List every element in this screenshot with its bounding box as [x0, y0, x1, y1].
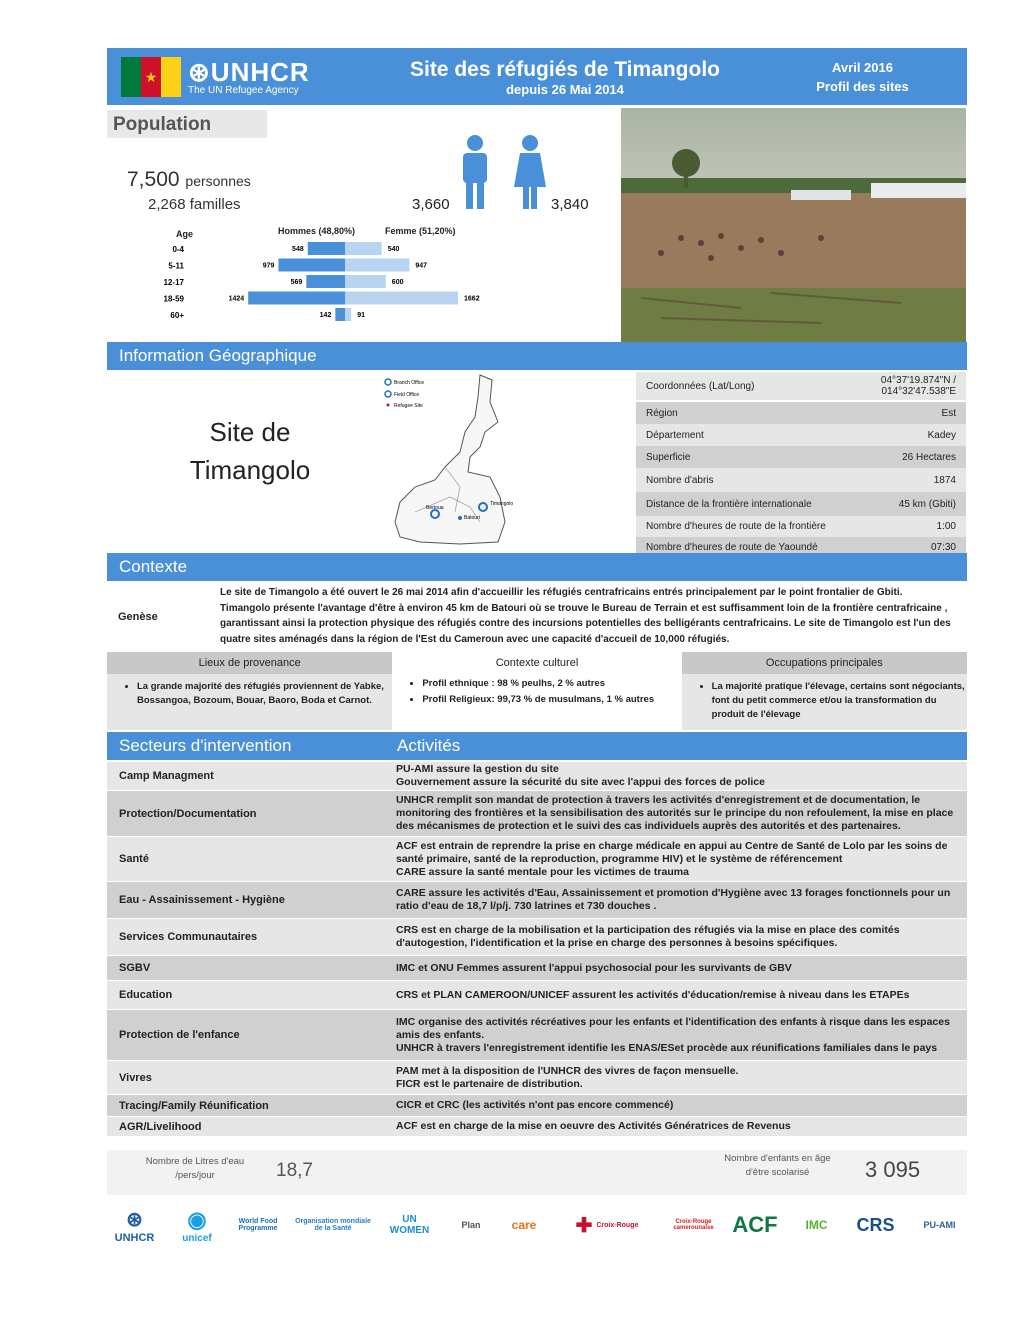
genese-text: Le site de Timangolo a été ouvert le 26 mai 2014 afin d'accueillir les réfugiés centrafricains entrés principalement par le point frontalier de Gbiti. Timangolo présente l'avantage d'être à environ 45 km de Batouri où se trouve le Bureau de Terrain et est suffisamment loin de la frontière centrafricaine , garantissant ainsi la protection physique des réfugiés contre des incursions potentielles des belligérants centrafricains. Le site de Timangolo est l'un des quatre sites aménagés dans la région de l'Est du Cameroun avec une capacité d'accueil de 10,000 réfugiés.: [220, 587, 951, 645]
pyramid-label-men: 979: [262, 262, 275, 270]
pyramid-label-men: 142: [319, 312, 332, 319]
table-row: [107, 837, 967, 881]
list-item: • Profil Religieux: 99,73 % de musulmans, 1 % autres: [422, 692, 679, 708]
wfp-logo: World Food Programme: [238, 1218, 278, 1232]
table-row: [107, 956, 967, 980]
pyramid-label-men: 569: [290, 279, 303, 286]
unicef-logo: ◉ unicef: [182, 1206, 212, 1244]
sector-name: AGR/Livelihood: [119, 1120, 202, 1133]
geo-section-header: Information Géographique: [107, 342, 967, 370]
unhcr-logo: ⊛UNHCR The UN Refugee Agency: [188, 57, 310, 96]
pyramid-label-men: 548: [292, 246, 304, 253]
pyramid-bar-men: [335, 308, 345, 321]
pyramid-age-tick: 12-17: [163, 278, 184, 287]
sector-name: Santé: [119, 853, 149, 865]
crs-logo: CRS: [856, 1214, 895, 1235]
legend-branch-office: Branch Office: [394, 380, 425, 386]
legend-refugee-site: Refugee Site: [394, 403, 423, 409]
pyramid-women-label: Femme (51,20%): [385, 226, 456, 236]
water-label: Nombre de Litres d'eau /pers/jour: [145, 1156, 245, 1181]
pyramid-bar-men: [306, 275, 345, 288]
table-row: [107, 791, 967, 836]
pyramid-label-men: 1424: [228, 295, 245, 303]
sector-name: Vivres: [119, 1071, 152, 1084]
pyramid-bar-women: [345, 242, 382, 255]
pyramid-label-women: 1662: [464, 295, 480, 303]
sector-name: Protection/Documentation: [119, 807, 257, 820]
genese-label: Genèse: [118, 611, 158, 623]
man-icon: [455, 133, 495, 213]
pyramid-bar-women: [345, 292, 458, 305]
provenance-column: Lieux de provenance • La grande majorité des réfugiés proviennent de Yabke, Bossangoa, Bozoum, Bouar, Baoro, Boda et Carnot.: [107, 652, 392, 730]
secteurs-table: [107, 762, 967, 1137]
occupations-column: Occupations principales • La majorité pratique l'élevage, certains sont négociants, font du petit commerce et/ou la transformation du produit de l'élevage: [682, 652, 967, 730]
culture-column: Contexte culturel • Profil ethnique : 98 % peulhs, 2 % autres • Profil Religieux: 99,73 % de musulmans, 1 % autres: [394, 652, 679, 730]
sector-name: SGBV: [119, 962, 151, 974]
pyramid-age-label: Age: [176, 229, 194, 239]
unhcr-emblem-icon: ⊛: [188, 57, 211, 87]
pyramid-age-tick: 18-59: [163, 294, 184, 304]
table-row: [107, 1010, 967, 1060]
sector-activity: CRS et PLAN CAMEROON/UNICEF assurent les activités d'éducation/remise à niveau dans les ETAPEs: [396, 988, 910, 1001]
puami-logo: PU-AMI: [923, 1220, 956, 1230]
pyramid-bar-men: [308, 242, 345, 255]
sector-name: Tracing/Family Réunification: [119, 1099, 269, 1112]
table-row: [107, 882, 967, 918]
woman-icon: [510, 133, 550, 213]
sector-activity: CARE assure les activités d'Eau, Assainissement et promotion d'Hygiène avec 13 forages fonctionnels pour un ratio d'eau de 18,7 l/p/j. 730 latrines et 730 douches .: [396, 887, 951, 912]
children-label: Nombre d'enfants en âge d'être scolarisé: [724, 1153, 831, 1178]
pyramid-age-tick: 5-11: [168, 261, 184, 271]
who-logo: Organisation mondiale de la Santé: [295, 1218, 371, 1232]
men-count: 3,660: [412, 196, 450, 213]
pyramid-label-women: 540: [387, 246, 400, 253]
population-pyramid: [160, 240, 520, 330]
geo-info-table: [636, 372, 966, 558]
pyramid-bar-men: [278, 259, 345, 272]
sector-activity: PAM met à la disposition de l'UNHCR des vivres de façon mensuelle. FICR est le partenaire de distribution.: [396, 1064, 739, 1090]
sector-activity: UNHCR remplit son mandat de protection à travers les activités d'enregistrement et de documentation, le monitoring des frontières et la sensibilisation des autorités sur le principe du non refoulement, la mise en place des mécanismes de protection et le suivi des cas individuels auprès des autorités et des partenaires.: [396, 794, 954, 832]
cross-icon: ✚: [575, 1214, 593, 1237]
sector-activity: ACF est en charge de la mise en oeuvre des Activités Génératrices de Revenus: [396, 1120, 791, 1132]
unhcr-emblem-icon: ⊛: [126, 1208, 143, 1231]
acf-logo: ACF: [732, 1212, 778, 1237]
geo-row: Nombre d'heures de route de Yaoundé 07:30: [636, 537, 966, 558]
page-title: Site des réfugiés de Timangolo depuis 26 Mai 2014: [409, 58, 721, 97]
cameroon-flag: ★: [121, 57, 181, 97]
sector-name: Camp Managment: [119, 770, 214, 782]
geo-row: Superficie 26 Hectares: [636, 446, 966, 468]
table-row: [107, 762, 967, 790]
list-item: • Profil ethnique : 98 % peulhs, 2 % autres: [422, 676, 679, 692]
population-total: 7,500 personnes: [127, 168, 251, 191]
geo-row: Distance de la frontière internationale 45 km (Gbiti): [636, 492, 966, 516]
population-heading: Population: [113, 114, 212, 135]
red-cross-logo: ✚ Croix-Rouge: [575, 1214, 639, 1237]
partner-logos: [107, 1195, 967, 1255]
women-count: 3,840: [551, 196, 589, 213]
geo-row: Coordonnées (Lat/Long) 04°37'19.874"N / 014°32'47.538"E: [636, 372, 966, 400]
site-name: Site de Timangolo: [189, 417, 311, 485]
sector-name: Services Communautaires: [119, 931, 258, 943]
unwomen-logo: UN WOMEN: [389, 1214, 430, 1236]
pyramid-label-women: 600: [391, 279, 404, 286]
legend-field-office: Field Office: [394, 392, 420, 398]
sector-name: Eau - Assainissement - Hygiène: [119, 894, 285, 906]
pyramid-age-tick: 0-4: [172, 245, 184, 254]
plan-logo: Plan: [461, 1220, 481, 1230]
sector-activity: PU-AMI assure la gestion du site Gouvernement assure la sécurité du site avec l'appui des forces de police: [396, 763, 765, 788]
geo-row: Nombre d'heures de route de la frontière 1:00: [636, 516, 966, 537]
header-date-block: Avril 2016 Profil des sites: [816, 60, 909, 94]
map-label-timangolo: Timangolo: [490, 501, 514, 507]
geo-row: Nombre d'abris 1874: [636, 468, 966, 492]
camp-photo: [621, 108, 966, 342]
sector-activity: CICR et CRC (les activités n'ont pas encore commencé): [396, 1099, 674, 1111]
sector-name: Education: [119, 989, 173, 1001]
care-logo: care: [511, 1218, 537, 1232]
table-row: [107, 981, 967, 1009]
unicef-emblem-icon: ◉: [187, 1206, 207, 1232]
table-row: [107, 919, 967, 955]
imc-logo: IMC: [805, 1218, 828, 1232]
pyramid-label-women: 91: [357, 312, 365, 319]
pyramid-age-tick: 60+: [170, 311, 184, 320]
population-families: 2,268 familles: [148, 196, 241, 213]
pyramid-bar-men: [248, 292, 345, 305]
list-item: • La majorité pratique l'élevage, certains sont négociants, font du petit commerce et/ou la transformation du produit de l'élevage: [712, 680, 967, 722]
sector-name: Protection de l'enfance: [119, 1029, 240, 1041]
sector-activity: CRS est en charge de la mobilisation et la participation des réfugiés via la mise en place des comités d'autogestion, l'identification et la prise en charge des personnes à besoins spécifiques.: [396, 924, 900, 949]
unhcr-partner-logo: ⊛ UNHCR: [114, 1208, 155, 1244]
children-value: 3 095: [865, 1157, 921, 1182]
pyramid-label-women: 947: [415, 262, 428, 270]
sector-activity: IMC organise des activités récréatives pour les enfants et l'identification des enfants à risque dans les espaces amis des enfants. UNHCR à travers l'enregistrement identifie les ENAS/ESet procède aux réunifications familiales dans le pays: [396, 1015, 950, 1054]
crc-logo: Croix-Rouge camerounaise: [673, 1219, 714, 1231]
geo-row: Région Est: [636, 402, 966, 424]
sector-activity: IMC et ONU Femmes assurent l'appui psychosocial pour les survivants de GBV: [396, 961, 792, 974]
pyramid-bar-women: [345, 259, 409, 272]
table-row: [107, 1061, 967, 1094]
contexte-section-header: Contexte: [107, 553, 967, 581]
water-value: 18,7: [276, 1160, 313, 1181]
geo-row: Département Kadey: [636, 424, 966, 446]
table-row: [107, 1117, 967, 1136]
map-label-batouri: Batouri: [464, 515, 480, 521]
contexte-columns: [107, 652, 967, 730]
pyramid-men-label: Hommes (48,80%): [278, 226, 356, 236]
map-label-bertoua: Bertoua: [426, 505, 444, 511]
cameroon-map: [380, 372, 540, 552]
pyramid-bar-women: [345, 275, 386, 288]
secteurs-section-header: Secteurs d'intervention Activités: [107, 732, 967, 760]
list-item: • La grande majorité des réfugiés proviennent de Yabke, Bossangoa, Bozoum, Bouar, Baoro, Boda et Carnot.: [137, 680, 392, 708]
sector-activity: ACF est entrain de reprendre la prise en charge médicale en appui au Centre de Santé de Lolo par les soins de santé primaire, santé de la reproduction, programme HIV) et le système de référencement CARE assure la santé mentale pour les victimes de trauma: [396, 839, 948, 878]
pyramid-bar-women: [345, 308, 351, 321]
table-row: [107, 1095, 967, 1116]
